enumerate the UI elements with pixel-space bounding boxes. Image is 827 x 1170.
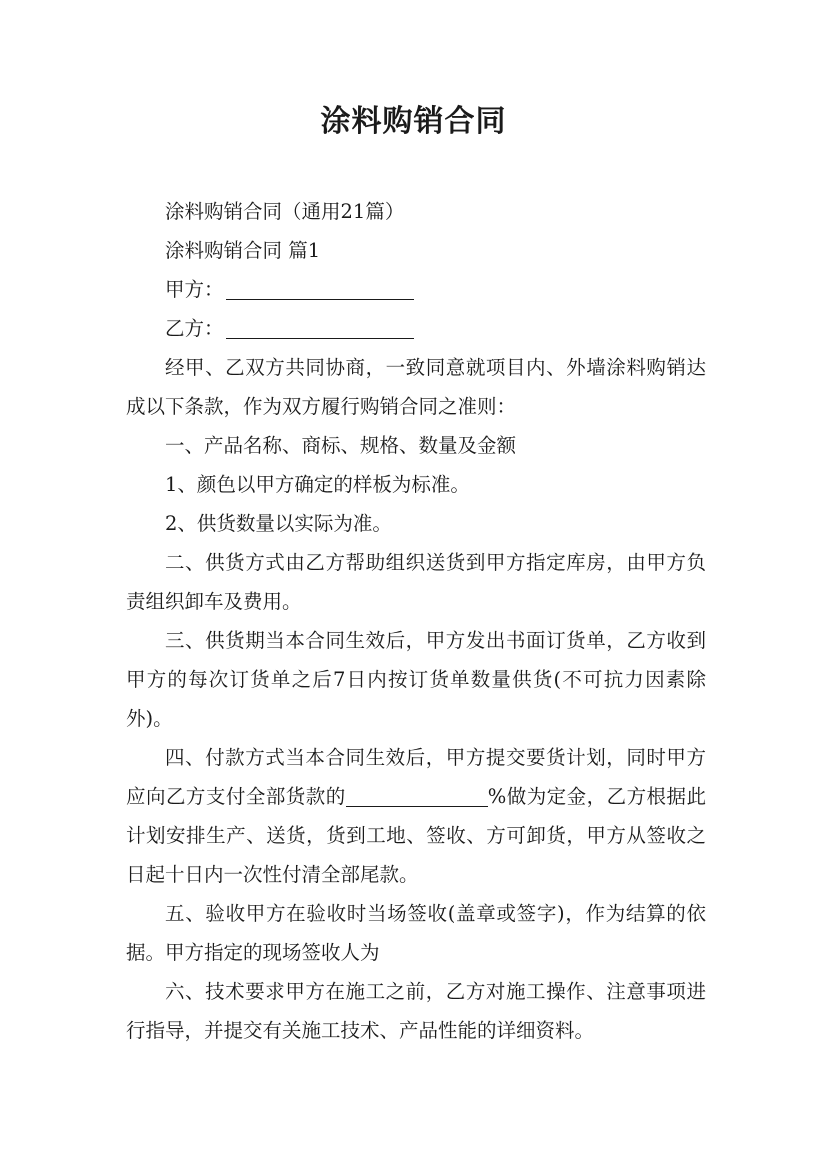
party-a-blank — [226, 279, 414, 300]
party-b-line — [126, 309, 706, 348]
deposit-percent-blank — [346, 786, 488, 807]
paragraph-clause-6: 六、技术要求甲方在施工之前，乙方对施工操作、注意事项进行指导，并提交有关施工技术、产品性能的详细资料。 — [126, 980, 706, 1042]
paragraph-clause-2: 二、供货方式由乙方帮助组织送货到甲方指定库房，由甲方负责组织卸车及费用。 — [126, 551, 706, 613]
paragraph-intro: 经甲、乙双方共同协商，一致同意就项目内、外墙涂料购销达成以下条款，作为双方履行购销合同之准则： — [126, 356, 706, 418]
party-a-label: 甲方： — [165, 278, 224, 301]
document-title: 涂料购销合同 — [320, 104, 507, 139]
clause-4-before: 四、付款方式当本合同生效后，甲方提交要货计划，同时甲方应向乙方支付全部货款的 — [126, 746, 706, 808]
paragraph-item-2: 2、供货数量以实际为准。 — [165, 512, 392, 535]
paragraph-clause-1: 一、产品名称、商标、规格、数量及金额 — [165, 434, 517, 457]
paragraph-clause-4 — [126, 738, 706, 894]
paragraph-clause-3: 三、供货期当本合同生效后，甲方发出书面订货单，乙方收到甲方的每次订货单之后7日内按订货单数量供货(不可抗力因素除外)。 — [126, 629, 706, 730]
paragraph-clause-5: 五、验收甲方在验收时当场签收(盖章或签字)，作为结算的依据。甲方指定的现场签收人为 — [126, 902, 706, 964]
paragraph-item-1: 1、颜色以甲方确定的样板为标准。 — [165, 473, 470, 496]
party-b-label: 乙方： — [165, 317, 224, 340]
subtitle: 涂料购销合同（通用21篇） — [165, 200, 405, 223]
section-heading: 涂料购销合同 篇1 — [165, 239, 321, 262]
clause-4-after: %做为定金，乙方根据此计划安排生产、送货，货到工地、签收、方可卸货，甲方从签收之日起十日内一次性付清全部尾款。 — [126, 785, 706, 886]
party-a-line — [126, 270, 706, 309]
party-b-blank — [226, 318, 414, 339]
document-body — [126, 192, 706, 1050]
